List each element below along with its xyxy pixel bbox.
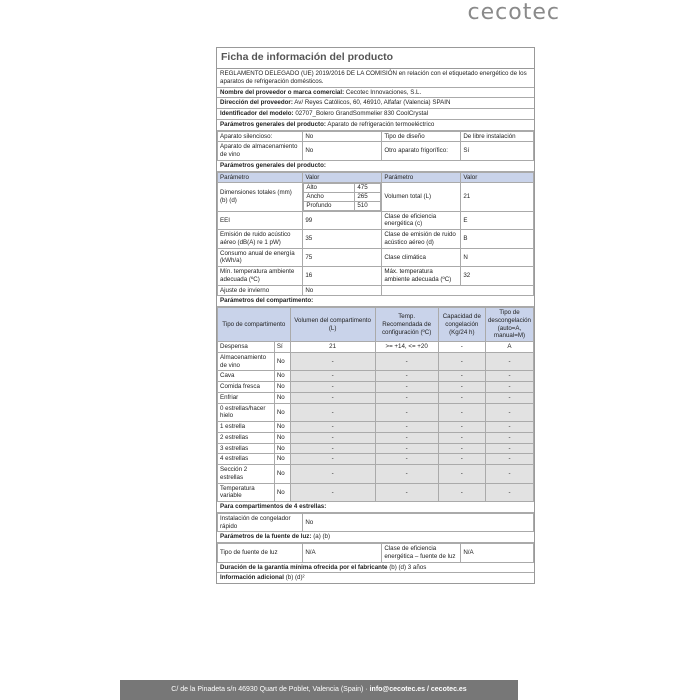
compartment-freezing: - bbox=[438, 432, 485, 443]
compartment-volume: - bbox=[290, 465, 375, 484]
light-heading bbox=[217, 532, 534, 543]
compartment-volume: - bbox=[290, 392, 375, 403]
brand-logo: cecotec bbox=[467, 0, 560, 25]
compartment-defrost: - bbox=[485, 432, 533, 443]
compartment-volume: - bbox=[290, 454, 375, 465]
compartment-volume-header: Volumen del compartimento (L) bbox=[290, 308, 375, 342]
four-star-heading bbox=[217, 502, 534, 513]
warranty-label: Duración de la garantía mínima ofrecida por el fabricante bbox=[220, 563, 388, 571]
light-class-value: N/A bbox=[461, 544, 534, 563]
address-label: Dirección del proveedor: bbox=[220, 99, 293, 107]
light-heading-text: Parámetros de la fuente de luz: bbox=[220, 533, 312, 541]
compartment-header-row bbox=[218, 308, 534, 342]
compartment-volume: - bbox=[290, 371, 375, 382]
climate-class-label: Clase climática bbox=[382, 248, 461, 267]
compartment-row bbox=[218, 392, 534, 403]
compartment-present: No bbox=[274, 352, 290, 371]
extra-info-row bbox=[217, 573, 534, 583]
dim-name: Alto bbox=[304, 184, 355, 193]
climate-class-value: N bbox=[461, 248, 534, 267]
compartment-volume: - bbox=[290, 382, 375, 393]
compartment-volume: - bbox=[290, 483, 375, 502]
compartment-row bbox=[218, 382, 534, 393]
compartment-row bbox=[218, 465, 534, 484]
compartment-type: Cava bbox=[218, 371, 275, 382]
general-table bbox=[217, 131, 534, 161]
compartment-row bbox=[218, 483, 534, 502]
other-value: Sí bbox=[461, 142, 534, 161]
dim-value: 475 bbox=[355, 184, 381, 193]
compartment-row bbox=[218, 371, 534, 382]
compartment-temp: - bbox=[375, 392, 438, 403]
general-params-label: Parámetros generales del producto: bbox=[220, 120, 326, 128]
compartment-present: No bbox=[274, 422, 290, 433]
sheet-title: Ficha de información del producto bbox=[217, 48, 534, 69]
min-temp-value: 16 bbox=[303, 267, 382, 286]
efficiency-class-value: E bbox=[461, 211, 534, 230]
compartment-temp: >= +14, <= +20 bbox=[375, 342, 438, 353]
compartment-type: 4 estrellas bbox=[218, 454, 275, 465]
footer-contact: info@cecotec.es / cecotec.es bbox=[369, 686, 467, 693]
noise-value: 35 bbox=[303, 230, 382, 249]
compartment-temp: - bbox=[375, 422, 438, 433]
compartment-heading-text: Parámetros del compartimento: bbox=[220, 297, 314, 305]
supplier-label: Nombre del proveedor o marca comercial: bbox=[220, 88, 345, 96]
warranty-value: 3 años bbox=[407, 563, 427, 571]
compartment-temp: - bbox=[375, 432, 438, 443]
fast-freeze-label: Instalación de congelador rápido bbox=[218, 513, 303, 532]
param-header: Parámetro bbox=[218, 172, 303, 183]
model-row bbox=[217, 109, 534, 120]
footer-bar bbox=[120, 680, 518, 700]
extra-info-label: Información adicional bbox=[220, 574, 284, 582]
general-params-heading-text: Parámetros generales del producto: bbox=[220, 161, 326, 169]
winter-value: No bbox=[303, 285, 382, 296]
dim-value: 265 bbox=[355, 193, 381, 202]
light-class-label: Clase de eficiencia energética – fuente de luz bbox=[382, 544, 461, 563]
silent-label: Aparato silencioso: bbox=[218, 131, 303, 142]
max-temp-label: Máx. temperatura ambiente adecuada (ºC) bbox=[382, 267, 461, 286]
compartment-volume: 21 bbox=[290, 342, 375, 353]
compartment-defrost: - bbox=[485, 382, 533, 393]
compartment-heading bbox=[217, 296, 534, 307]
supplier-value: Cecotec Innovaciones, S.L. bbox=[345, 88, 422, 96]
compartment-temp: - bbox=[375, 352, 438, 371]
other-label: Otro aparato frigorífico: bbox=[382, 142, 461, 161]
compartment-defrost: - bbox=[485, 454, 533, 465]
eei-value: 99 bbox=[303, 211, 382, 230]
compartment-present: No bbox=[274, 392, 290, 403]
fast-freeze-value: No bbox=[303, 513, 534, 532]
min-temp-label: Mín. temperatura ambiente adecuada (ºC) bbox=[218, 267, 303, 286]
compartment-defrost: - bbox=[485, 392, 533, 403]
silent-value: No bbox=[303, 131, 382, 142]
compartment-volume: - bbox=[290, 403, 375, 422]
wine-value: No bbox=[303, 142, 382, 161]
compartment-row bbox=[218, 352, 534, 371]
compartment-defrost: - bbox=[485, 403, 533, 422]
address-value: Av/ Reyes Católicos, 60, 46910, Alfafar (Valencia) SPAIN bbox=[294, 99, 451, 107]
regulation-text: REGLAMENTO DELEGADO (UE) 2019/2016 DE LA COMISIÓN en relación con el etiquetado energético de los aparatos de refrigeración domésticos. bbox=[217, 69, 534, 88]
compartment-freezing: - bbox=[438, 443, 485, 454]
footer-address: C/ de la Pinadeta s/n 46930 Quart de Poblet, Valencia (Spain) · bbox=[171, 686, 370, 693]
warranty-row bbox=[217, 563, 534, 574]
compartment-defrost: - bbox=[485, 443, 533, 454]
compartment-volume: - bbox=[290, 443, 375, 454]
max-temp-value: 32 bbox=[461, 267, 534, 286]
model-value: 02707_Bolero GrandSommelier 830 CoolCrystal bbox=[295, 110, 429, 118]
empty-cell bbox=[382, 285, 534, 296]
params-table bbox=[217, 172, 534, 297]
compartment-type: Despensa bbox=[218, 342, 275, 353]
compartment-freezing: - bbox=[438, 422, 485, 433]
efficiency-class-label: Clase de eficiencia energética (c) bbox=[382, 211, 461, 230]
extra-info-suffix: (b) (d)² bbox=[285, 574, 305, 582]
compartment-defrost: - bbox=[485, 352, 533, 371]
freezing-capacity-header: Capacidad de congelación (Kg/24 h) bbox=[438, 308, 485, 342]
value-header: Valor bbox=[303, 172, 382, 183]
compartment-freezing: - bbox=[438, 382, 485, 393]
compartment-present: No bbox=[274, 382, 290, 393]
compartment-temp: - bbox=[375, 443, 438, 454]
light-heading-suffix: (a) (b) bbox=[313, 533, 331, 541]
dims-label: Dimensiones totales (mm) (b) (d) bbox=[218, 183, 303, 211]
dim-value: 510 bbox=[355, 201, 381, 210]
compartment-volume: - bbox=[290, 352, 375, 371]
params-header-row bbox=[218, 172, 534, 183]
dims-values bbox=[303, 183, 382, 211]
compartment-row bbox=[218, 342, 534, 353]
energy-value: 75 bbox=[303, 248, 382, 267]
compartment-freezing: - bbox=[438, 454, 485, 465]
eei-label: EEI bbox=[218, 211, 303, 230]
compartment-defrost: - bbox=[485, 483, 533, 502]
light-type-label: Tipo de fuente de luz bbox=[218, 544, 303, 563]
general-params-heading bbox=[217, 161, 534, 172]
compartment-type: 2 estrellas bbox=[218, 432, 275, 443]
freezer-table bbox=[217, 513, 534, 533]
noise-label: Emisión de ruido acústico aéreo (dB(A) re 1 pW) bbox=[218, 230, 303, 249]
model-label: Identificador del modelo: bbox=[220, 110, 294, 118]
compartment-freezing: - bbox=[438, 403, 485, 422]
compartment-freezing: - bbox=[438, 465, 485, 484]
compartment-present: No bbox=[274, 443, 290, 454]
compartment-freezing: - bbox=[438, 371, 485, 382]
compartment-type: Temperatura variable bbox=[218, 483, 275, 502]
compartment-volume: - bbox=[290, 432, 375, 443]
general-params-row bbox=[217, 120, 534, 131]
product-info-sheet bbox=[216, 47, 535, 584]
light-type-value: N/A bbox=[303, 544, 382, 563]
compartment-temp: - bbox=[375, 371, 438, 382]
volume-value: 21 bbox=[461, 183, 534, 211]
supplier-row bbox=[217, 88, 534, 99]
compartment-type: 3 estrellas bbox=[218, 443, 275, 454]
design-value: De libre instalación bbox=[461, 131, 534, 142]
compartment-defrost: - bbox=[485, 371, 533, 382]
noise-class-label: Clase de emisión de ruido acústico aéreo (d) bbox=[382, 230, 461, 249]
compartment-defrost: A bbox=[485, 342, 533, 353]
compartment-freezing: - bbox=[438, 483, 485, 502]
four-star-heading-text: Para compartimentos de 4 estrellas: bbox=[220, 503, 327, 511]
compartment-present: No bbox=[274, 483, 290, 502]
compartment-row bbox=[218, 422, 534, 433]
compartment-present: No bbox=[274, 371, 290, 382]
compartment-row bbox=[218, 454, 534, 465]
compartment-type: 1 estrella bbox=[218, 422, 275, 433]
wine-label: Aparato de almacenamiento de vino bbox=[218, 142, 303, 161]
compartment-temp: - bbox=[375, 382, 438, 393]
compartment-type: Almacenamiento de vino bbox=[218, 352, 275, 371]
compartment-present: No bbox=[274, 465, 290, 484]
compartment-temp: - bbox=[375, 454, 438, 465]
compartment-freezing: - bbox=[438, 392, 485, 403]
general-params-value: Aparato de refrigeración termoeléctrico bbox=[327, 120, 435, 128]
param-header-2: Parámetro bbox=[382, 172, 461, 183]
energy-label: Consumo anual de energía (kWh/a) bbox=[218, 248, 303, 267]
compartment-type: 0 estrellas/hacer hielo bbox=[218, 403, 275, 422]
compartment-table bbox=[217, 307, 534, 502]
compartment-temp: - bbox=[375, 403, 438, 422]
compartment-type: Comida fresca bbox=[218, 382, 275, 393]
compartment-present: No bbox=[274, 432, 290, 443]
compartment-rows bbox=[218, 342, 534, 502]
design-label: Tipo de diseño bbox=[382, 131, 461, 142]
compartment-type-header: Tipo de compartimento bbox=[218, 308, 291, 342]
winter-label: Ajuste de invierno bbox=[218, 285, 303, 296]
noise-class-value: B bbox=[461, 230, 534, 249]
value-header-2: Valor bbox=[461, 172, 534, 183]
compartment-freezing: - bbox=[438, 352, 485, 371]
compartment-defrost: - bbox=[485, 465, 533, 484]
compartment-present: No bbox=[274, 454, 290, 465]
address-row bbox=[217, 98, 534, 109]
compartment-row bbox=[218, 443, 534, 454]
defrost-type-header: Tipo de descongelación (auto=A, manual=M) bbox=[485, 308, 533, 342]
compartment-type: Enfriar bbox=[218, 392, 275, 403]
compartment-defrost: - bbox=[485, 422, 533, 433]
compartment-freezing: - bbox=[438, 342, 485, 353]
compartment-present: Sí bbox=[274, 342, 290, 353]
warranty-suffix: (b) (d) bbox=[389, 563, 407, 571]
compartment-temp: - bbox=[375, 465, 438, 484]
compartment-row bbox=[218, 403, 534, 422]
compartment-row bbox=[218, 432, 534, 443]
compartment-volume: - bbox=[290, 422, 375, 433]
dim-name: Profundo bbox=[304, 201, 355, 210]
volume-label: Volumen total (L) bbox=[382, 183, 461, 211]
dim-name: Ancho bbox=[304, 193, 355, 202]
compartment-temp: - bbox=[375, 483, 438, 502]
light-table bbox=[217, 543, 534, 563]
compartment-present: No bbox=[274, 403, 290, 422]
compartment-type: Sección 2 estrellas bbox=[218, 465, 275, 484]
dims-table bbox=[303, 183, 381, 210]
compartment-temp-header: Temp. Recomendada de configuración (ºC) bbox=[375, 308, 438, 342]
